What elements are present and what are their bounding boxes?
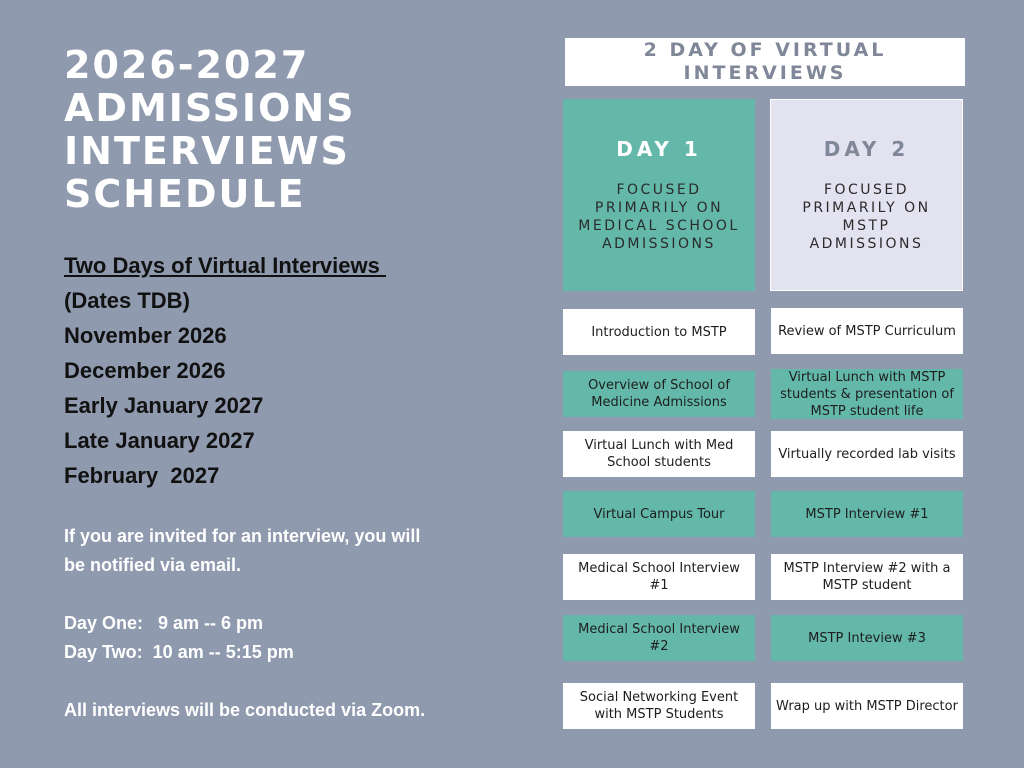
invite-text: If you are invited for an interview, you will — [64, 526, 421, 546]
dates-note: (Dates TDB) — [64, 288, 190, 313]
title-line: ADMISSIONS — [64, 86, 356, 130]
day-1-title: DAY 1 — [616, 137, 702, 161]
title-line: INTERVIEWS — [64, 129, 350, 173]
day-2-title: DAY 2 — [823, 137, 910, 161]
day-1-activity: Introduction to MSTP — [563, 309, 755, 355]
date-month: February 2027 — [64, 463, 220, 488]
schedule-banner: 2 DAY OF VIRTUAL INTERVIEWS — [565, 38, 965, 86]
day-2-activity: Wrap up with MSTP Director — [771, 683, 963, 729]
day-1-activity: Overview of School of Medicine Admissions — [563, 371, 755, 417]
day-1-focus: FOCUSED PRIMARILY ON MEDICAL SCHOOL ADMISSIONS — [578, 182, 740, 252]
day-1-activity: Medical School Interview #1 — [563, 554, 755, 600]
invite-text: be notified via email. — [64, 555, 242, 575]
day-2-activity: Virtually recorded lab visits — [771, 431, 963, 477]
day-one-hours: Day One: 9 am -- 6 pm — [64, 613, 264, 633]
date-month: December 2026 — [64, 358, 226, 383]
day-1-activity: Medical School Interview #2 — [563, 615, 755, 661]
title-line: SCHEDULE — [64, 172, 306, 216]
page-title — [64, 44, 504, 216]
date-month: Late January 2027 — [64, 428, 255, 453]
day-2-header — [770, 99, 963, 291]
day-2-focus: FOCUSED PRIMARILY ON MSTP ADMISSIONS — [802, 182, 931, 252]
zoom-note: All interviews will be conducted via Zoom. — [64, 700, 426, 720]
day-2-activity: MSTP Inteview #3 — [771, 615, 963, 661]
day-2-activity: Virtual Lunch with MSTP students & presentation of MSTP student life — [771, 369, 963, 419]
day-1-activity: Social Networking Event with MSTP Students — [563, 683, 755, 729]
day-2-activity: MSTP Interview #1 — [771, 491, 963, 537]
day-2-activity: MSTP Interview #2 with a MSTP student — [771, 554, 963, 600]
title-line: 2026-2027 — [64, 43, 310, 87]
day-1-header — [563, 99, 755, 291]
spacer — [64, 667, 484, 696]
day-2-activity: Review of MSTP Curriculum — [771, 308, 963, 354]
dates-heading: Two Days of Virtual Interviews — [64, 253, 386, 278]
date-month: Early January 2027 — [64, 393, 264, 418]
interview-dates — [64, 248, 504, 493]
day-1-activity: Virtual Campus Tour — [563, 491, 755, 537]
interview-info — [64, 522, 484, 725]
spacer — [64, 580, 484, 609]
day-1-activity: Virtual Lunch with Med School students — [563, 431, 755, 477]
date-month: November 2026 — [64, 323, 227, 348]
day-two-hours: Day Two: 10 am -- 5:15 pm — [64, 642, 294, 662]
